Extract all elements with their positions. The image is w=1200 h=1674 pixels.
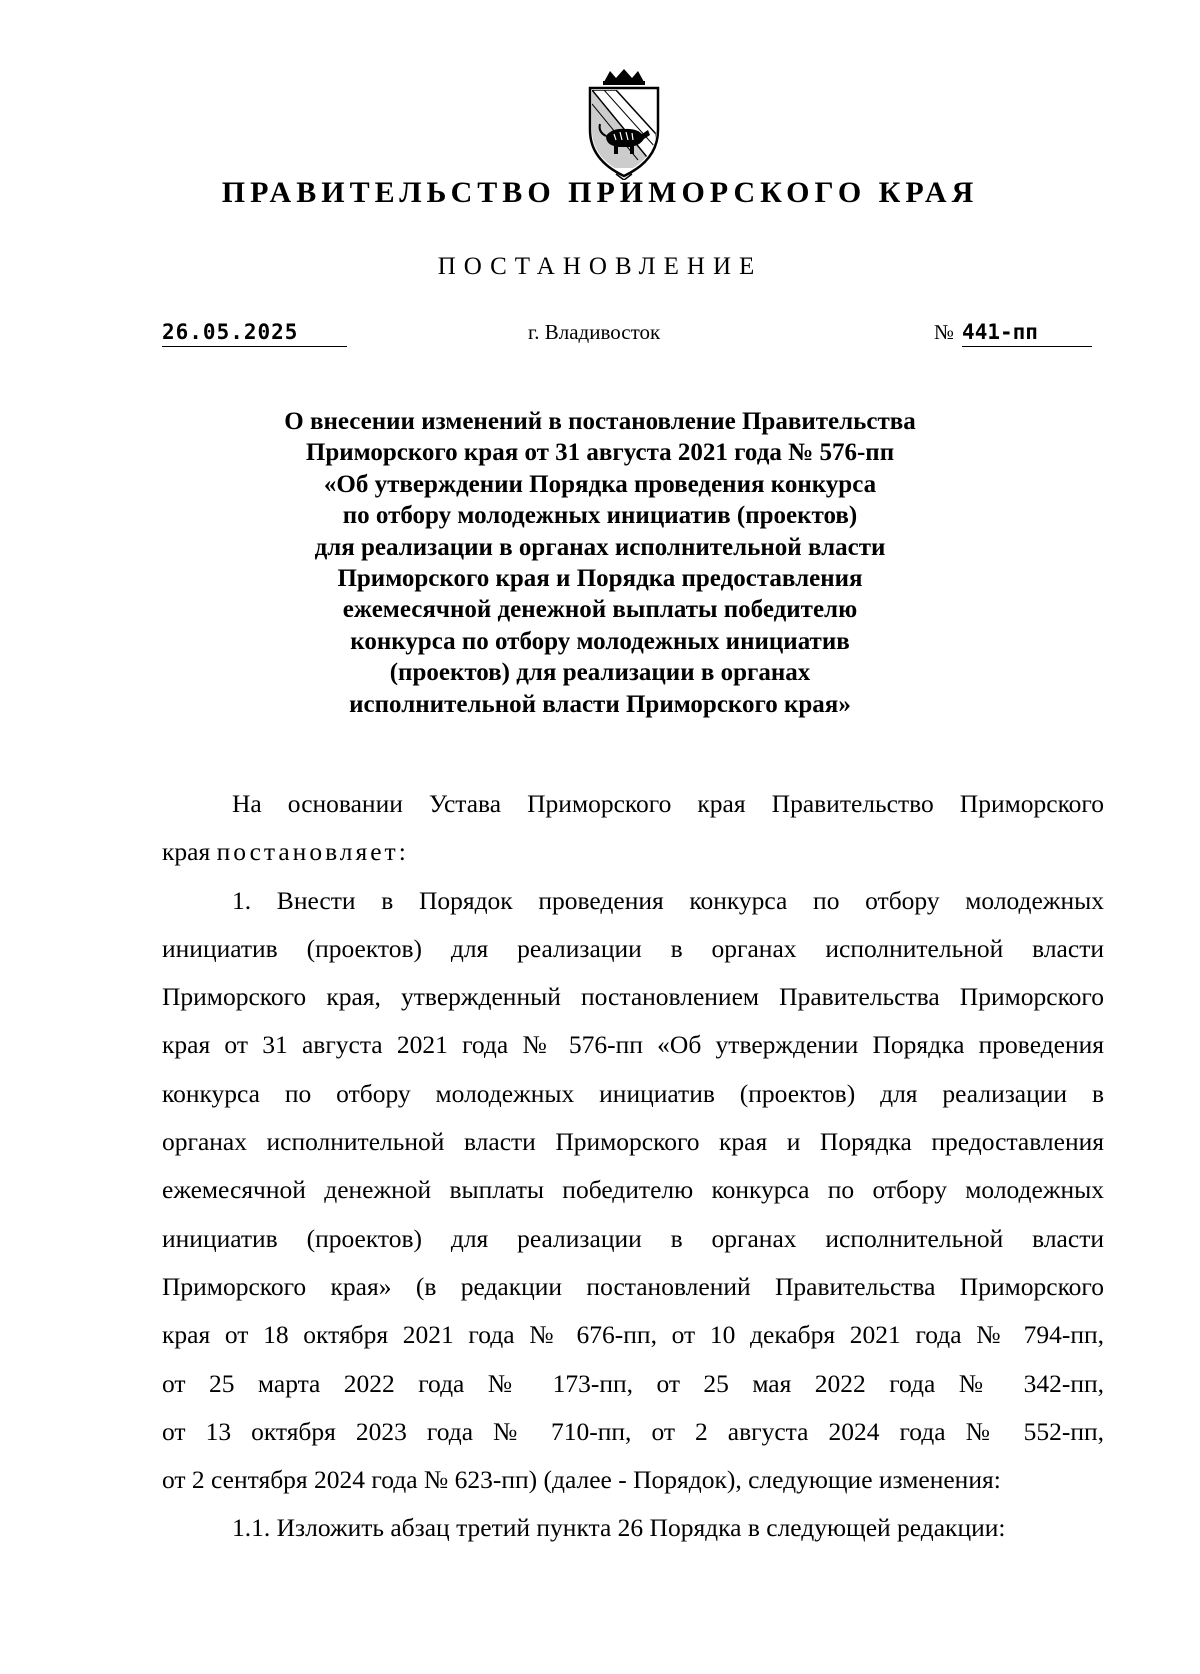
body-line [162, 828, 1104, 876]
document-type: ПОСТАНОВЛЕНИЕ [437, 253, 763, 280]
heading-line: «Об утверждении Порядка проведения конкурса [323, 470, 877, 498]
document-number: 441-пп [962, 320, 1092, 347]
body-text: края [162, 837, 211, 867]
document-body [162, 780, 1104, 1553]
resolves-word: постановляет: [216, 837, 409, 867]
heading-line: ежемесячной денежной выплаты победителю [342, 596, 858, 624]
body-line: 1.1. Изложить абзац третий пункта 26 Порядка в следующей редакции: [232, 1513, 1006, 1543]
body-line: органах исполнительной власти Приморского края и Порядка предоставления [162, 1127, 1104, 1157]
heading-line: О внесении изменений в постановление Правительства [284, 408, 916, 435]
body-line: инициатив (проектов) для реализации в органах исполнительной власти [162, 1223, 1104, 1253]
body-line: Приморского края, утвержденный постановлением Правительства Приморского [162, 982, 1104, 1012]
body-line: края от 18 октября 2021 года № 676-пп, от 10 декабря 2021 года № 794-пп, [162, 1320, 1104, 1350]
heading-line: исполнительной власти Приморского края» [349, 690, 851, 718]
body-line: ежемесячной денежной выплаты победителю конкурса по отбору молодежных [162, 1175, 1104, 1205]
organization-title: ПРАВИТЕЛЬСТВО ПРИМОРСКОГО КРАЯ [221, 176, 979, 209]
heading-line: Приморского края от 31 августа 2021 года № 576-пп [305, 439, 895, 467]
coat-of-arms-icon [576, 68, 672, 180]
body-line: Приморского края» (в редакции постановлений Правительства Приморского [162, 1271, 1104, 1301]
document-city: г. Владивосток [528, 320, 661, 344]
heading-line: по отбору молодежных инициатив (проектов) [342, 502, 858, 530]
body-line: края от 31 августа 2021 года № 576-пп «Об утверждении Порядка проведения [162, 1030, 1104, 1060]
document-number-field [934, 320, 1092, 347]
body-line: конкурса по отбору молодежных инициатив (проектов) для реализации в [162, 1078, 1104, 1108]
body-line: от 2 сентября 2024 года № 623-пп) (далее - Порядок), следующие изменения: [162, 1465, 1001, 1495]
heading-line: Приморского края и Порядка предоставления [337, 565, 863, 593]
body-line: На основании Устава Приморского края Правительство Приморского [232, 789, 1104, 818]
document-date: 26.05.2025 [162, 320, 347, 347]
body-line: от 13 октября 2023 года № 710-пп, от 2 августа 2024 года № 552-пп, [162, 1416, 1104, 1446]
document-heading [200, 406, 1000, 720]
heading-line: (проектов) для реализации в органах [389, 659, 811, 687]
body-line: 1. Внести в Порядок проведения конкурса по отбору молодежных [232, 885, 1104, 915]
number-sign: № [934, 320, 955, 344]
heading-line: для реализации в органах исполнительной власти [314, 533, 886, 561]
body-line: от 25 марта 2022 года № 173-пп, от 25 мая 2022 года № 342-пп, [162, 1368, 1104, 1398]
heading-line: конкурса по отбору молодежных инициатив [350, 627, 850, 655]
body-line: инициатив (проектов) для реализации в органах исполнительной власти [162, 933, 1104, 963]
